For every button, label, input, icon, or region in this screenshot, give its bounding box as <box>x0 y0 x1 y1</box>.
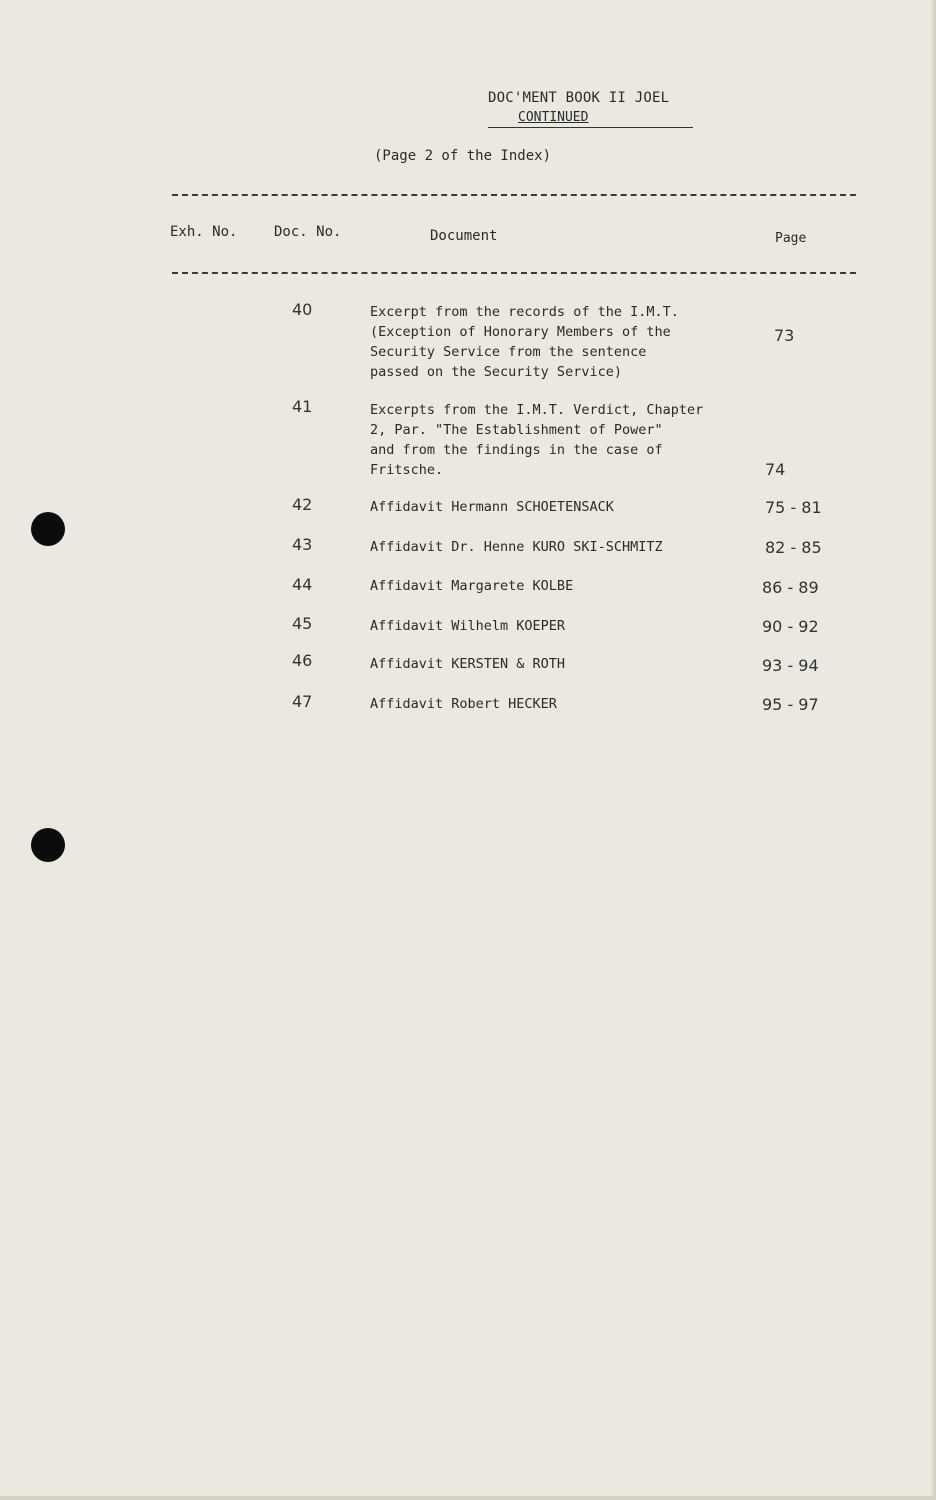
page-edge-bottom <box>0 1496 936 1500</box>
doc-number: 42 <box>292 495 313 514</box>
document-description <box>370 576 573 596</box>
column-header-exh-no: Exh. No. <box>170 224 238 240</box>
doc-number: 45 <box>292 614 313 633</box>
document-description <box>370 616 565 636</box>
document-description <box>370 537 663 557</box>
description-line: Affidavit Hermann SCHOETENSACK <box>370 499 614 515</box>
document-title: DOC'MENT BOOK II JOEL <box>488 90 670 106</box>
document-description <box>370 302 679 382</box>
doc-number: 43 <box>292 535 313 554</box>
doc-number: 47 <box>292 692 313 711</box>
doc-number: 46 <box>292 651 313 670</box>
document-description <box>370 694 557 714</box>
document-description <box>370 654 565 674</box>
document-subtitle <box>488 108 693 128</box>
description-line: Affidavit Dr. Henne KURO SKI-SCHMITZ <box>370 539 663 555</box>
column-header-doc-no: Doc. No. <box>274 224 342 240</box>
punch-hole <box>31 512 65 546</box>
description-line: Affidavit Robert HECKER <box>370 696 557 712</box>
page-ref: 90 - 92 <box>762 617 819 636</box>
page-ref: 75 - 81 <box>765 498 822 517</box>
doc-number: 41 <box>292 397 313 416</box>
description-line: Affidavit Margarete KOLBE <box>370 578 574 594</box>
column-header-page: Page <box>775 231 807 246</box>
page-ref: 86 - 89 <box>762 578 819 597</box>
doc-number: 44 <box>292 575 313 594</box>
punch-hole <box>31 828 65 862</box>
description-line: (Exception of Honorary Members of the <box>370 324 671 340</box>
description-line: Excerpts from the I.M.T. Verdict, Chapter <box>370 402 704 418</box>
page-ref: 74 <box>765 460 786 479</box>
page-ref: 95 - 97 <box>762 695 819 714</box>
page-ref: 82 - 85 <box>765 538 822 557</box>
description-line: 2, Par. "The Establishment of Power" <box>370 422 663 438</box>
page-edge <box>930 0 936 1500</box>
column-header-document: Document <box>430 228 498 244</box>
description-line: and from the findings in the case of <box>370 442 663 458</box>
description-line: Fritsche. <box>370 462 444 478</box>
dashed-rule-top <box>172 194 856 196</box>
description-line: Excerpt from the records of the I.M.T. <box>370 304 679 320</box>
description-line: Affidavit KERSTEN & ROTH <box>370 656 566 672</box>
page-ref: 93 - 94 <box>762 656 819 675</box>
document-description <box>370 400 703 480</box>
description-line: passed on the Security Service) <box>370 364 622 380</box>
description-line: Affidavit Wilhelm KOEPER <box>370 618 566 634</box>
page-ref: 73 <box>774 326 795 345</box>
dashed-rule-bottom <box>172 272 856 274</box>
document-description <box>370 497 614 517</box>
page-of-index: (Page 2 of the Index) <box>374 148 552 164</box>
description-line: Security Service from the sentence <box>370 344 647 360</box>
doc-number: 40 <box>292 300 313 319</box>
subtitle-text: CONTINUED <box>518 110 589 125</box>
